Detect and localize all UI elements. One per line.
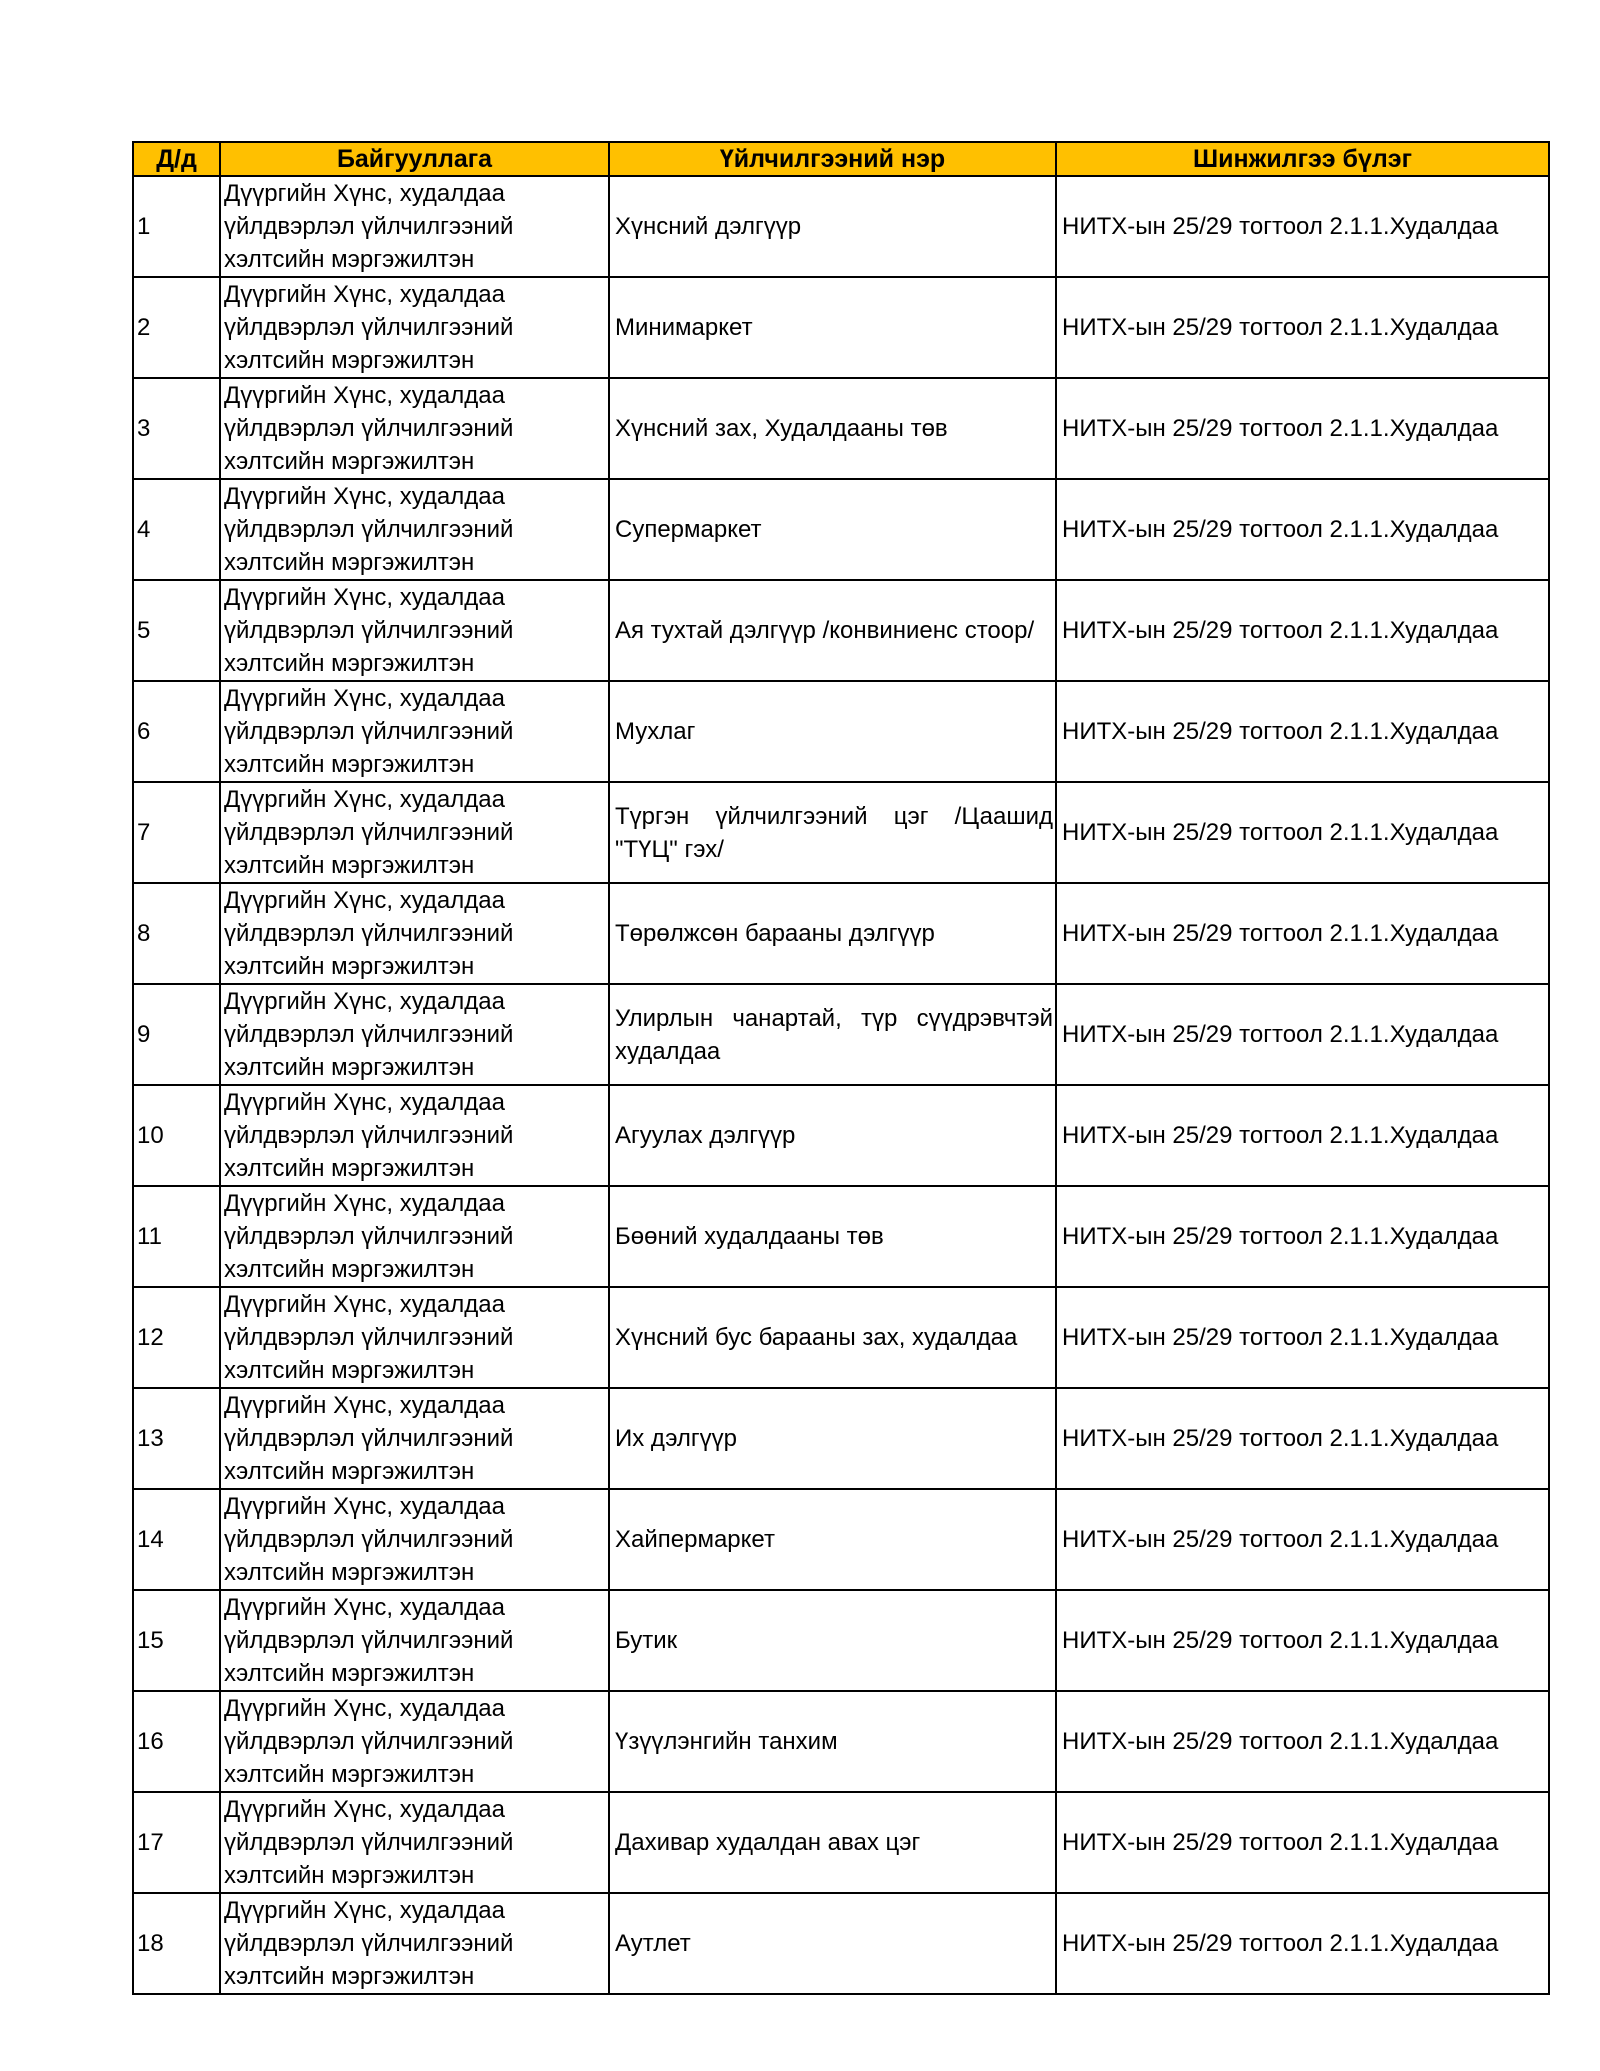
cell-section: НИТХ-ын 25/29 тогтоол 2.1.1.Худалдаа <box>1056 277 1549 378</box>
cell-service: Минимаркет <box>609 277 1056 378</box>
cell-service: Түргэн үйлчилгээний цэг /Цаашид "ТҮЦ" гэх/ <box>609 782 1056 883</box>
table-header-row <box>133 142 1549 176</box>
cell-section: НИТХ-ын 25/29 тогтоол 2.1.1.Худалдаа <box>1056 176 1549 277</box>
cell-service: Бөөний худалдааны төв <box>609 1186 1056 1287</box>
cell-organization: Дүүргийн Хүнс, худалдаа үйлдвэрлэл үйлчилгээний хэлтсийн мэргэжилтэн <box>220 1691 609 1792</box>
cell-num: 2 <box>133 277 220 378</box>
cell-num: 16 <box>133 1691 220 1792</box>
cell-service: Хайпермаркет <box>609 1489 1056 1590</box>
table-row <box>133 580 1549 681</box>
cell-num: 5 <box>133 580 220 681</box>
cell-service: Бутик <box>609 1590 1056 1691</box>
cell-section: НИТХ-ын 25/29 тогтоол 2.1.1.Худалдаа <box>1056 580 1549 681</box>
cell-section: НИТХ-ын 25/29 тогтоол 2.1.1.Худалдаа <box>1056 479 1549 580</box>
table-row <box>133 1388 1549 1489</box>
table-row <box>133 1287 1549 1388</box>
cell-section: НИТХ-ын 25/29 тогтоол 2.1.1.Худалдаа <box>1056 1388 1549 1489</box>
cell-organization: Дүүргийн Хүнс, худалдаа үйлдвэрлэл үйлчилгээний хэлтсийн мэргэжилтэн <box>220 479 609 580</box>
table-row <box>133 1590 1549 1691</box>
cell-num: 10 <box>133 1085 220 1186</box>
cell-num: 15 <box>133 1590 220 1691</box>
cell-num: 8 <box>133 883 220 984</box>
table-row <box>133 1691 1549 1792</box>
header-service: Үйлчилгээний нэр <box>609 142 1056 176</box>
cell-num: 4 <box>133 479 220 580</box>
cell-service: Хүнсний зах, Худалдааны төв <box>609 378 1056 479</box>
cell-num: 7 <box>133 782 220 883</box>
cell-section: НИТХ-ын 25/29 тогтоол 2.1.1.Худалдаа <box>1056 1792 1549 1893</box>
cell-service: Агуулах дэлгүүр <box>609 1085 1056 1186</box>
cell-num: 3 <box>133 378 220 479</box>
cell-section: НИТХ-ын 25/29 тогтоол 2.1.1.Худалдаа <box>1056 1893 1549 1994</box>
cell-section: НИТХ-ын 25/29 тогтоол 2.1.1.Худалдаа <box>1056 1085 1549 1186</box>
cell-num: 12 <box>133 1287 220 1388</box>
cell-service: Аутлет <box>609 1893 1056 1994</box>
cell-service: Хүнсний бус барааны зах, худалдаа <box>609 1287 1056 1388</box>
cell-organization: Дүүргийн Хүнс, худалдаа үйлдвэрлэл үйлчилгээний хэлтсийн мэргэжилтэн <box>220 1590 609 1691</box>
table-row <box>133 1792 1549 1893</box>
cell-num: 17 <box>133 1792 220 1893</box>
cell-num: 6 <box>133 681 220 782</box>
table-row <box>133 277 1549 378</box>
cell-organization: Дүүргийн Хүнс, худалдаа үйлдвэрлэл үйлчилгээний хэлтсийн мэргэжилтэн <box>220 1388 609 1489</box>
cell-organization: Дүүргийн Хүнс, худалдаа үйлдвэрлэл үйлчилгээний хэлтсийн мэргэжилтэн <box>220 378 609 479</box>
table-row <box>133 1085 1549 1186</box>
table-row <box>133 176 1549 277</box>
services-table <box>132 141 1550 1995</box>
cell-service: Мухлаг <box>609 681 1056 782</box>
cell-organization: Дүүргийн Хүнс, худалдаа үйлдвэрлэл үйлчилгээний хэлтсийн мэргэжилтэн <box>220 984 609 1085</box>
cell-organization: Дүүргийн Хүнс, худалдаа үйлдвэрлэл үйлчилгээний хэлтсийн мэргэжилтэн <box>220 1186 609 1287</box>
table-row <box>133 883 1549 984</box>
table-row <box>133 984 1549 1085</box>
cell-section: НИТХ-ын 25/29 тогтоол 2.1.1.Худалдаа <box>1056 1489 1549 1590</box>
table-row <box>133 1489 1549 1590</box>
cell-num: 14 <box>133 1489 220 1590</box>
cell-service: Их дэлгүүр <box>609 1388 1056 1489</box>
table-row <box>133 479 1549 580</box>
cell-organization: Дүүргийн Хүнс, худалдаа үйлдвэрлэл үйлчилгээний хэлтсийн мэргэжилтэн <box>220 883 609 984</box>
cell-section: НИТХ-ын 25/29 тогтоол 2.1.1.Худалдаа <box>1056 1186 1549 1287</box>
header-organization: Байгууллага <box>220 142 609 176</box>
cell-service: Хүнсний дэлгүүр <box>609 176 1056 277</box>
cell-service: Ая тухтай дэлгүүр /конвиниенс стоор/ <box>609 580 1056 681</box>
cell-section: НИТХ-ын 25/29 тогтоол 2.1.1.Худалдаа <box>1056 378 1549 479</box>
cell-section: НИТХ-ын 25/29 тогтоол 2.1.1.Худалдаа <box>1056 1590 1549 1691</box>
cell-organization: Дүүргийн Хүнс, худалдаа үйлдвэрлэл үйлчилгээний хэлтсийн мэргэжилтэн <box>220 1489 609 1590</box>
cell-num: 18 <box>133 1893 220 1994</box>
table-row <box>133 782 1549 883</box>
header-section: Шинжилгээ бүлэг <box>1056 142 1549 176</box>
table-row <box>133 1893 1549 1994</box>
table-row <box>133 1186 1549 1287</box>
cell-organization: Дүүргийн Хүнс, худалдаа үйлдвэрлэл үйлчилгээний хэлтсийн мэргэжилтэн <box>220 176 609 277</box>
cell-service: Супермаркет <box>609 479 1056 580</box>
cell-section: НИТХ-ын 25/29 тогтоол 2.1.1.Худалдаа <box>1056 782 1549 883</box>
cell-num: 11 <box>133 1186 220 1287</box>
cell-service: Төрөлжсөн барааны дэлгүүр <box>609 883 1056 984</box>
document-page <box>132 141 1550 1995</box>
header-num: Д/д <box>133 142 220 176</box>
cell-service: Дахивар худалдан авах цэг <box>609 1792 1056 1893</box>
cell-service: Үзүүлэнгийн танхим <box>609 1691 1056 1792</box>
cell-service: Улирлын чанартай, түр сүүдрэвчтэй худалдаа <box>609 984 1056 1085</box>
cell-section: НИТХ-ын 25/29 тогтоол 2.1.1.Худалдаа <box>1056 883 1549 984</box>
cell-section: НИТХ-ын 25/29 тогтоол 2.1.1.Худалдаа <box>1056 984 1549 1085</box>
cell-organization: Дүүргийн Хүнс, худалдаа үйлдвэрлэл үйлчилгээний хэлтсийн мэргэжилтэн <box>220 681 609 782</box>
cell-num: 9 <box>133 984 220 1085</box>
table-row <box>133 378 1549 479</box>
cell-organization: Дүүргийн Хүнс, худалдаа үйлдвэрлэл үйлчилгээний хэлтсийн мэргэжилтэн <box>220 782 609 883</box>
cell-num: 1 <box>133 176 220 277</box>
cell-organization: Дүүргийн Хүнс, худалдаа үйлдвэрлэл үйлчилгээний хэлтсийн мэргэжилтэн <box>220 1792 609 1893</box>
cell-num: 13 <box>133 1388 220 1489</box>
cell-organization: Дүүргийн Хүнс, худалдаа үйлдвэрлэл үйлчилгээний хэлтсийн мэргэжилтэн <box>220 1893 609 1994</box>
cell-organization: Дүүргийн Хүнс, худалдаа үйлдвэрлэл үйлчилгээний хэлтсийн мэргэжилтэн <box>220 580 609 681</box>
cell-organization: Дүүргийн Хүнс, худалдаа үйлдвэрлэл үйлчилгээний хэлтсийн мэргэжилтэн <box>220 1085 609 1186</box>
table-row <box>133 681 1549 782</box>
cell-section: НИТХ-ын 25/29 тогтоол 2.1.1.Худалдаа <box>1056 1287 1549 1388</box>
cell-organization: Дүүргийн Хүнс, худалдаа үйлдвэрлэл үйлчилгээний хэлтсийн мэргэжилтэн <box>220 277 609 378</box>
cell-section: НИТХ-ын 25/29 тогтоол 2.1.1.Худалдаа <box>1056 1691 1549 1792</box>
cell-section: НИТХ-ын 25/29 тогтоол 2.1.1.Худалдаа <box>1056 681 1549 782</box>
cell-organization: Дүүргийн Хүнс, худалдаа үйлдвэрлэл үйлчилгээний хэлтсийн мэргэжилтэн <box>220 1287 609 1388</box>
